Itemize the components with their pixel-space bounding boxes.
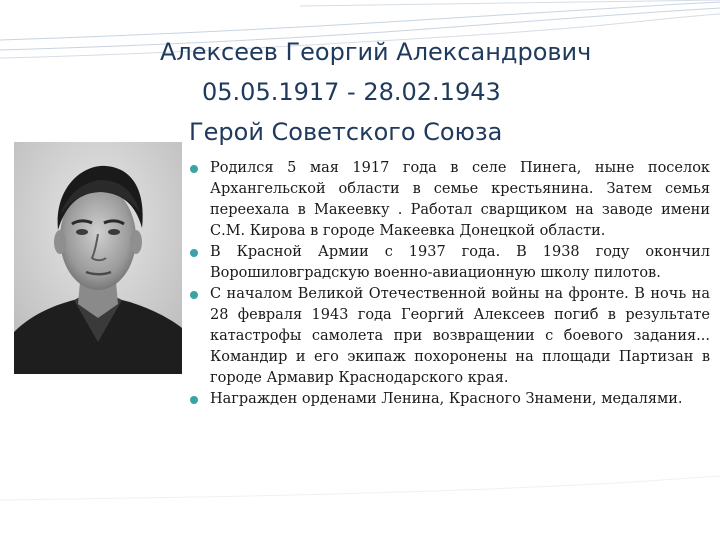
list-item: [188, 242, 710, 284]
list-item: [188, 284, 710, 389]
bullet-text: Родился 5 мая 1917 года в селе Пинега, ныне поселок Архангельской области в семье крестьянина. Затем семья переехала в Макеевку . Работал сварщиком на заводе имени С.М. Кирова в городе Макеевка Донецкой области.: [210, 160, 710, 239]
list-item: [188, 389, 710, 410]
hero-name: Алексеев Георгий Александрович: [160, 38, 592, 66]
list-item: [188, 158, 710, 242]
portrait-image: [14, 142, 182, 374]
bullet-dot-icon: [190, 249, 198, 257]
bullet-text: Награжден орденами Ленина, Красного Знамени, медалями.: [210, 391, 683, 407]
bullet-dot-icon: [190, 165, 198, 173]
biography-list: [188, 158, 710, 410]
life-dates: 05.05.1917 - 28.02.1943: [202, 78, 501, 106]
portrait-photo: [14, 142, 182, 374]
bullet-dot-icon: [190, 396, 198, 404]
bullet-dot-icon: [190, 291, 198, 299]
bullet-text: В Красной Армии с 1937 года. В 1938 году окончил Ворошиловградскую военно-авиационную школу пилотов.: [210, 244, 710, 281]
bullet-text: С началом Великой Отечественной войны на фронте. В ночь на 28 февраля 1943 года Георгий Алексеев погиб в результате катастрофы самолета при возвращении с боевого задания... Командир и его экипаж похоронены на площади Партизан в городе Армавир Краснодарского края.: [210, 286, 710, 386]
hero-title: Герой Советского Союза: [189, 118, 503, 146]
